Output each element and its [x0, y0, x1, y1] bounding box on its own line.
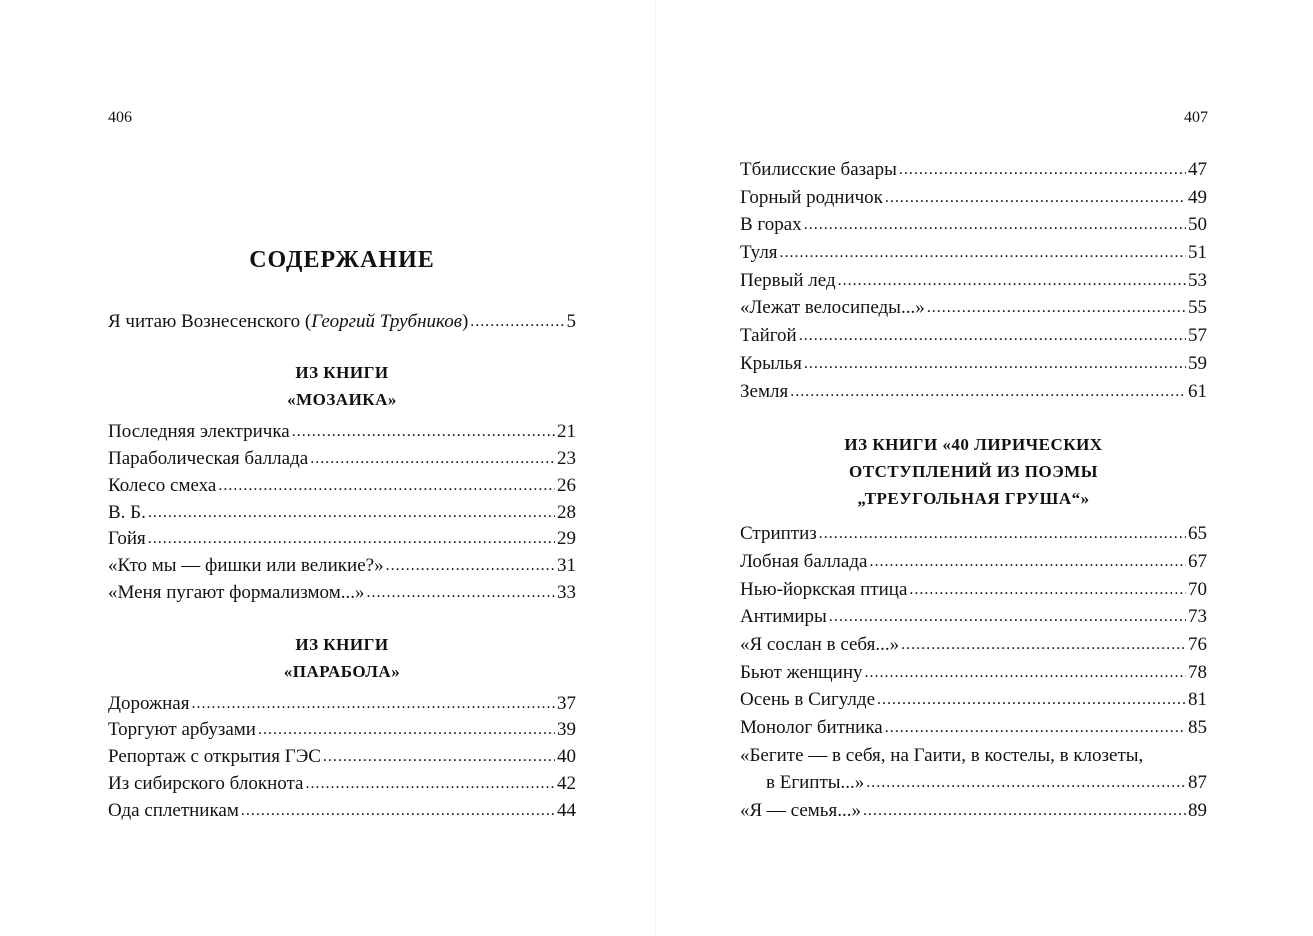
toc-entry-page: 28: [557, 502, 576, 523]
toc-entry-page: 51: [1188, 242, 1207, 263]
toc-entry-title: Ода сплетникам: [108, 800, 239, 821]
toc-entry-title: «Кто мы — фишки или великие?»: [108, 555, 384, 576]
leader-dots: [780, 239, 1186, 266]
toc-entry-page: 87: [1188, 772, 1207, 793]
leader-dots: [909, 576, 1186, 603]
leader-dots: [241, 797, 555, 824]
leader-dots: [366, 579, 555, 606]
toc-entry-page: 61: [1188, 381, 1207, 402]
toc-entry-page: 55: [1188, 297, 1207, 318]
leader-dots: [804, 350, 1186, 377]
section-heading-parabola: [108, 631, 576, 685]
page-number-left: 406: [108, 109, 132, 126]
section-heading-line: «ПАРАБОЛА»: [283, 662, 401, 681]
section-heading-line: ИЗ КНИГИ: [295, 363, 389, 382]
toc-entry-title: Я читаю Вознесенского (Георгий Трубников): [108, 311, 469, 332]
toc-entry[interactable]: [108, 580, 576, 607]
toc-entry-page: 39: [557, 719, 576, 740]
toc-entry[interactable]: [740, 798, 1207, 825]
toc-entry-page: 23: [557, 448, 576, 469]
toc-entry-title: «Я — семья...»: [740, 800, 861, 821]
toc-entry-page: 37: [557, 693, 576, 714]
leader-dots: [470, 308, 564, 335]
leader-dots: [866, 769, 1186, 796]
toc-entry-title: Антимиры: [740, 606, 827, 627]
toc-entry-title: Последняя электричка: [108, 421, 290, 442]
toc-entry[interactable]: [108, 446, 576, 473]
leader-dots: [819, 520, 1186, 547]
toc-entry[interactable]: [740, 660, 1207, 687]
toc-entry-title: Нью-йоркская птица: [740, 579, 908, 600]
toc-entry-page: 85: [1188, 717, 1207, 738]
leader-dots: [386, 552, 555, 579]
toc-entry-title: Бьют женщину: [740, 662, 863, 683]
toc-entry-title: Гойя: [108, 528, 146, 549]
leader-dots: [191, 690, 555, 717]
toc-entry-title: Тайгой: [740, 325, 797, 346]
toc-entry-title: Репортаж с открытия ГЭС: [108, 746, 321, 767]
leader-dots: [885, 714, 1186, 741]
toc-entry-title: Монолог битника: [740, 717, 883, 738]
toc-entry-page: 81: [1188, 689, 1207, 710]
toc-entry[interactable]: [108, 717, 576, 744]
leader-dots: [869, 548, 1186, 575]
leader-dots: [292, 418, 555, 445]
toc-entry-title: «Я сослан в себя...»: [740, 634, 900, 655]
toc-entry-page: 31: [557, 555, 576, 576]
toc-entry[interactable]: [740, 240, 1207, 267]
toc-entry-page: 73: [1188, 606, 1207, 627]
leader-dots: [829, 603, 1186, 630]
toc-entry[interactable]: [108, 500, 576, 527]
toc-entry[interactable]: [740, 157, 1207, 184]
section-heading-line: „ТРЕУГОЛЬНАЯ ГРУША“»: [857, 489, 1090, 508]
leader-dots: [218, 472, 555, 499]
toc-entry-title: Горный родничок: [740, 187, 883, 208]
toc-entry[interactable]: [108, 798, 576, 825]
toc-entry-title-line2: в Египты...»: [766, 772, 865, 793]
toc-entry[interactable]: [740, 185, 1207, 212]
toc-entry-page: 5: [566, 311, 576, 332]
toc-entry-title: В. Б.: [108, 502, 146, 523]
toc-entry-page: 29: [557, 528, 576, 549]
section-heading-line: «МОЗАИКА»: [287, 390, 397, 409]
toc-entry-title-line1: «Бегите — в себя, на Гаити, в костелы, в клозеты,: [740, 745, 1144, 766]
section-heading-line: ОТСТУПЛЕНИЙ ИЗ ПОЭМЫ: [849, 462, 1098, 481]
toc-entry[interactable]: [740, 295, 1207, 322]
toc-entry-page: 33: [557, 582, 576, 603]
toc-entry[interactable]: [740, 212, 1207, 239]
leader-dots: [148, 525, 555, 552]
leader-dots: [799, 322, 1186, 349]
toc-entry-page: 70: [1188, 579, 1207, 600]
left-page: [0, 0, 656, 936]
leader-dots: [310, 445, 555, 472]
toc-entry[interactable]: [108, 744, 576, 771]
toc-entry-page: 21: [557, 421, 576, 442]
leader-dots: [885, 184, 1186, 211]
leader-dots: [863, 797, 1186, 824]
leader-dots: [899, 156, 1186, 183]
toc-entry-page: 50: [1188, 214, 1207, 235]
section-heading-line: ИЗ КНИГИ «40 ЛИРИЧЕСКИХ: [844, 435, 1103, 454]
leader-dots: [148, 499, 555, 526]
toc-entry-intro[interactable]: [108, 309, 576, 336]
toc-entry-title: «Меня пугают формализмом...»: [108, 582, 365, 603]
toc-entry-title: Земля: [740, 381, 789, 402]
toc-entry[interactable]: [740, 687, 1207, 714]
page-number-right: 407: [1184, 109, 1208, 126]
toc-entry-title: В горах: [740, 214, 802, 235]
toc-entry[interactable]: [108, 553, 576, 580]
leader-dots: [804, 211, 1186, 238]
toc-entry[interactable]: [108, 473, 576, 500]
section-heading-treugolnaya-grusha: [740, 431, 1207, 512]
toc-entry-page: 78: [1188, 662, 1207, 683]
toc-entry-page: 89: [1188, 800, 1207, 821]
toc-entry[interactable]: [740, 577, 1207, 604]
leader-dots: [901, 631, 1186, 658]
toc-entry-author: Георгий Трубников: [311, 311, 462, 332]
leader-dots: [323, 743, 555, 770]
toc-entry-page: 57: [1188, 325, 1207, 346]
toc-entry-page: 44: [557, 800, 576, 821]
toc-entry-title: Торгуют арбузами: [108, 719, 256, 740]
toc-entry-page: 65: [1188, 523, 1207, 544]
toc-entry[interactable]: [740, 604, 1207, 631]
leader-dots: [877, 686, 1186, 713]
toc-entry-page: 59: [1188, 353, 1207, 374]
toc-entry[interactable]: [108, 419, 576, 446]
toc-entry-title: Из сибирского блокнота: [108, 773, 304, 794]
toc-entry-title: «Лежат велосипеды...»: [740, 297, 925, 318]
toc-entry[interactable]: [108, 771, 576, 798]
leader-dots: [865, 659, 1186, 686]
toc-entry-page: 53: [1188, 270, 1207, 291]
toc-entry-long-continuation[interactable]: [740, 770, 1207, 797]
toc-entry[interactable]: [740, 268, 1207, 295]
toc-entry[interactable]: [740, 521, 1207, 548]
toc-entry-title: Первый лед: [740, 270, 836, 291]
leader-dots: [838, 267, 1186, 294]
toc-entry[interactable]: [740, 379, 1207, 406]
leader-dots: [258, 716, 555, 743]
toc-entry-title: Стриптиз: [740, 523, 817, 544]
toc-entry[interactable]: [740, 715, 1207, 742]
toc-entry[interactable]: [108, 691, 576, 718]
toc-entry-title: Параболическая баллада: [108, 448, 309, 469]
toc-entry-title: Осень в Сигулде: [740, 689, 876, 710]
toc-entry-title: Туля: [740, 242, 778, 263]
toc-entry-page: 26: [557, 475, 576, 496]
toc-entry-long[interactable]: [740, 743, 1207, 769]
toc-entry-page: 40: [557, 746, 576, 767]
toc-entry-title: Тбилисские базары: [740, 159, 897, 180]
toc-entry[interactable]: [740, 351, 1207, 378]
toc-entry-page: 76: [1188, 634, 1207, 655]
section-heading-line: ИЗ КНИГИ: [295, 635, 389, 654]
toc-entry-page: 67: [1188, 551, 1207, 572]
section-heading-mozaika: [108, 359, 576, 413]
toc-entry-page: 49: [1188, 187, 1207, 208]
toc-entry-page: 47: [1188, 159, 1207, 180]
toc-entry-title: Крылья: [740, 353, 802, 374]
leader-dots: [305, 770, 555, 797]
toc-entry[interactable]: [740, 549, 1207, 576]
leader-dots: [927, 294, 1186, 321]
toc-entry-title: Лобная баллада: [740, 551, 868, 572]
toc-entry-title: Колесо смеха: [108, 475, 217, 496]
toc-entry[interactable]: [740, 323, 1207, 350]
leader-dots: [790, 378, 1186, 405]
toc-entry[interactable]: [108, 526, 576, 553]
toc-title: СОДЕРЖАНИЕ: [249, 247, 435, 273]
toc-entry-title: Дорожная: [108, 693, 190, 714]
toc-entry-page: 42: [557, 773, 576, 794]
toc-entry[interactable]: [740, 632, 1207, 659]
